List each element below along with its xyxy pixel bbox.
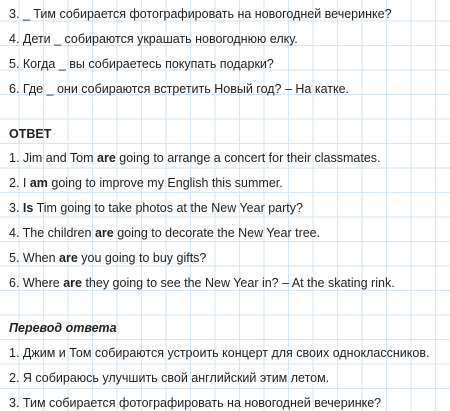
answer-text: going to improve my English this summer. (47, 176, 283, 190)
answer-text: going to decorate the New Year tree. (113, 226, 321, 240)
answer-text: 6. Where (9, 276, 64, 290)
question-line: 6. Где _ они собираются встретить Новый год? – На катке. (9, 82, 350, 96)
answer-text: 3. (9, 201, 23, 215)
answer-verb: are (97, 151, 116, 165)
answer-verb: are (94, 226, 114, 240)
answer-line (9, 225, 320, 241)
answer-text: they going to see the New Year in? – At the skating rink. (81, 276, 395, 290)
translation-line: 3. Тим собирается фотографировать на новогодней вечеринке? (9, 396, 382, 410)
answer-verb: are (59, 251, 78, 265)
answer-text: 5. When (9, 251, 60, 265)
question-line: 5. Когда _ вы собираетесь покупать подарки? (9, 57, 274, 71)
translation-heading: Перевод ответа (9, 321, 117, 335)
answer-line (9, 175, 283, 191)
answer-line (9, 200, 303, 216)
question-line: 4. Дети _ собираются украшать новогоднюю елку. (9, 32, 298, 46)
answer-verb: am (29, 176, 48, 190)
answer-text: you going to buy gifts? (77, 251, 207, 265)
question-line: 3. _ Тим собирается фотографировать на новогодней вечеринке? (9, 7, 392, 21)
answer-text: 4. The children (9, 226, 95, 240)
answer-text: 2. I (9, 176, 30, 190)
translation-line: 1. Джим и Том собираются устроить концерт для своих одноклассников. (9, 346, 430, 360)
answer-line (9, 150, 381, 166)
answer-line (9, 275, 395, 291)
answer-heading: ОТВЕТ (9, 127, 52, 141)
answer-text: Tim going to take photos at the New Year party? (33, 201, 303, 215)
answer-text: going to arrange a concert for their classmates. (115, 151, 381, 165)
answer-line (9, 250, 206, 266)
answer-verb: Is (22, 201, 34, 215)
translation-line: 2. Я собираюсь улучшить свой английский этим летом. (9, 371, 330, 385)
answer-verb: are (63, 276, 82, 290)
answer-text: 1. Jim and Tom (9, 151, 98, 165)
